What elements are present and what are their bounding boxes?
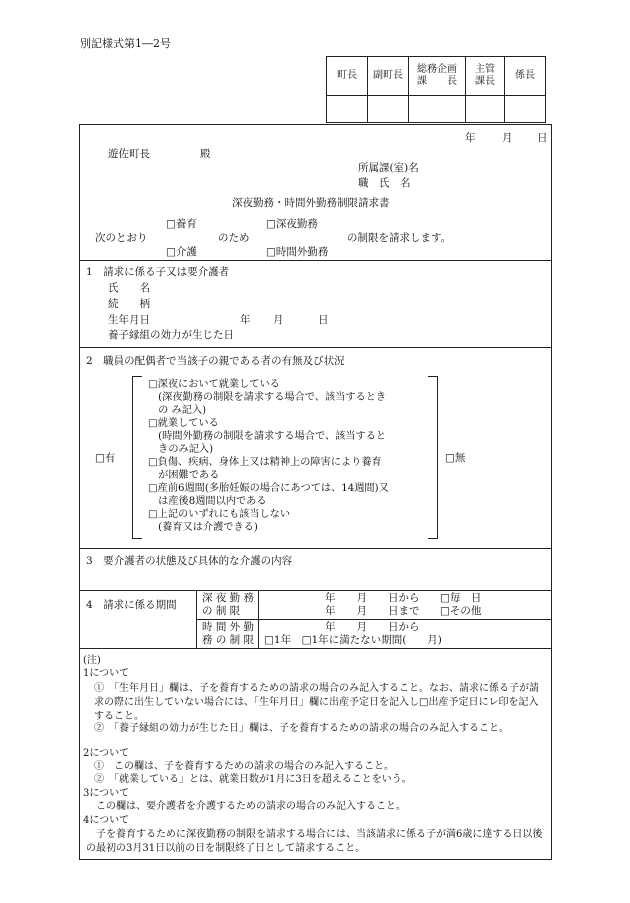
divider [196,619,552,620]
section2-heading: 2 職員の配偶者で当該子の親である者の有無及び状況 [86,355,345,367]
date-year-label: 年 [465,132,476,144]
notes-title: (注) [83,655,101,666]
night-to-date[interactable]: 年 月 日まで [325,605,420,617]
spouse-no-checkbox[interactable]: □無 [445,452,466,464]
overtime-limit-label: 務 の 制 限 [202,634,255,646]
status-working[interactable]: □就業している [148,418,219,429]
every-day-checkbox[interactable]: □毎 日 [440,592,482,604]
divider [79,590,552,591]
other-checkbox[interactable]: □その他 [440,605,482,617]
note3-item1: この欄は、要介護者を介護するための請求の場合のみ記入すること。 [96,801,406,812]
status-item-note: (養育又は介護できる) [148,522,258,533]
note2-item2: ② 「就業している」とは、就業日数が1月に3日を超えることをいう。 [94,774,412,785]
right-bracket [428,376,438,539]
status-item-note: (時間外勤務の制限を請求する場合で、該当すると [148,431,387,442]
status-item-note: が困難である [148,470,220,481]
date-day-label: 日 [537,132,548,144]
divider [79,260,552,261]
note1-heading: 1について [83,668,130,679]
night-limit-label: 深 夜 勤 務 [202,592,255,604]
note1-item1: ① 「生年月日」欄は、子を養育するための請求の場合のみ記入すること。なお、請求に係る子が請求の際に出生していない場合には、「生年月日」欄に出産予定日を記入し□出産予定日にレ印を記入すること。 [94,683,539,722]
status-none[interactable]: □上記のいずれにも該当しない [148,509,291,520]
status-item-note: は産後8週間以内である [148,496,267,507]
status-disability[interactable]: □負傷、疾病、身体上又は精神上の障害により養育 [148,457,382,468]
stamp-cell-deputy-mayor[interactable] [368,96,409,123]
option-childcare[interactable]: □養育 [166,218,197,230]
honorific: 殿 [200,148,211,160]
form-id: 別記様式第1―2号 [80,37,171,50]
note2-heading: 2について [83,748,130,759]
option-care[interactable]: □介護 [166,246,197,258]
spouse-yes-checkbox[interactable]: □有 [95,452,116,464]
birth-day-label: 日 [318,314,329,326]
spouse-status-list [148,378,428,534]
addressee: 遊佐町長 [108,148,150,160]
stamp-cell-general-affairs[interactable] [409,96,466,123]
status-item-note: (深夜勤務の制限を請求する場合で、該当するとき [148,392,387,403]
document-title: 深夜勤務・時間外勤務制限請求書 [232,197,390,209]
option-night-work[interactable]: □深夜勤務 [266,218,318,230]
night-from-date[interactable]: 年 月 日から [325,592,420,604]
overtime-limit-label: 時 間 外 勤 [202,621,255,633]
divider [79,347,552,348]
note1-item2: ② 「養子縁組の効力が生じた日」欄は、子を養育するための請求の場合のみ記入すること。 [94,723,509,734]
stamp-header-general-affairs: 総務企画 課 長 [409,57,466,96]
overtime-from-date[interactable]: 年 月 日から [325,621,420,633]
dept-label: 所属課(室)名 [358,162,419,174]
date-month-label: 月 [502,132,513,144]
divider [79,648,552,649]
stamp-cell-division-chief[interactable] [466,96,505,123]
stamp-cell-mayor[interactable] [327,96,368,123]
intro-suffix: の制限を請求します。 [347,232,452,244]
name-label: 職 氏 名 [358,177,411,189]
status-item-note: きのみ記入) [148,444,214,455]
stamp-header-mayor: 町長 [327,57,368,96]
relation-label: 続 柄 [108,298,150,310]
birth-month-label: 月 [273,314,284,326]
birth-year-label: 年 [240,314,251,326]
section3-heading: 3 要介護者の状態及び具体的な介護の内容 [86,555,293,567]
status-item-note: の み記入) [148,405,207,416]
for-label: のため [218,232,250,244]
note3-heading: 3について [83,788,130,799]
left-bracket [132,376,142,539]
status-night-work[interactable]: □深夜において就業している [148,379,280,390]
section1-heading: 1 請求に係る子又は要介護者 [86,266,230,278]
option-overtime[interactable]: □時間外勤務 [266,246,329,258]
approval-stamp-table [326,56,546,123]
stamp-header-deputy-mayor: 副町長 [368,57,409,96]
stamp-cell-section-chief[interactable] [505,96,546,123]
overtime-period-options[interactable]: □1年 □1年に満たない期間( 月) [264,634,442,646]
status-maternity[interactable]: □産前6週間(多胎妊娠の場合にあつては、14週間)又 [148,483,389,494]
adoption-date-label: 養子縁組の効力が生じた日 [108,329,234,341]
intro-prefix: 次のとおり [95,232,148,244]
child-name-label: 氏 名 [108,282,150,294]
stamp-header-division-chief: 主管 課長 [466,57,505,96]
birthdate-label: 生年月日 [108,314,150,326]
note4-item1: 子を養育するために深夜勤務の制限を請求する場合には、当該請求に係る子が満6歳に達する日以後の最初の3月31日以前の日を制限終了日として請求すること。 [86,829,543,854]
stamp-header-section-chief: 係長 [505,57,546,96]
note4-heading: 4について [83,815,130,826]
section4-heading: 4 請求に係る期間 [86,599,177,611]
night-limit-label: の 制 限 [202,605,241,617]
divider [79,548,552,549]
note2-item1: ① この欄は、子を養育するための請求の場合のみ記入すること。 [94,761,394,772]
